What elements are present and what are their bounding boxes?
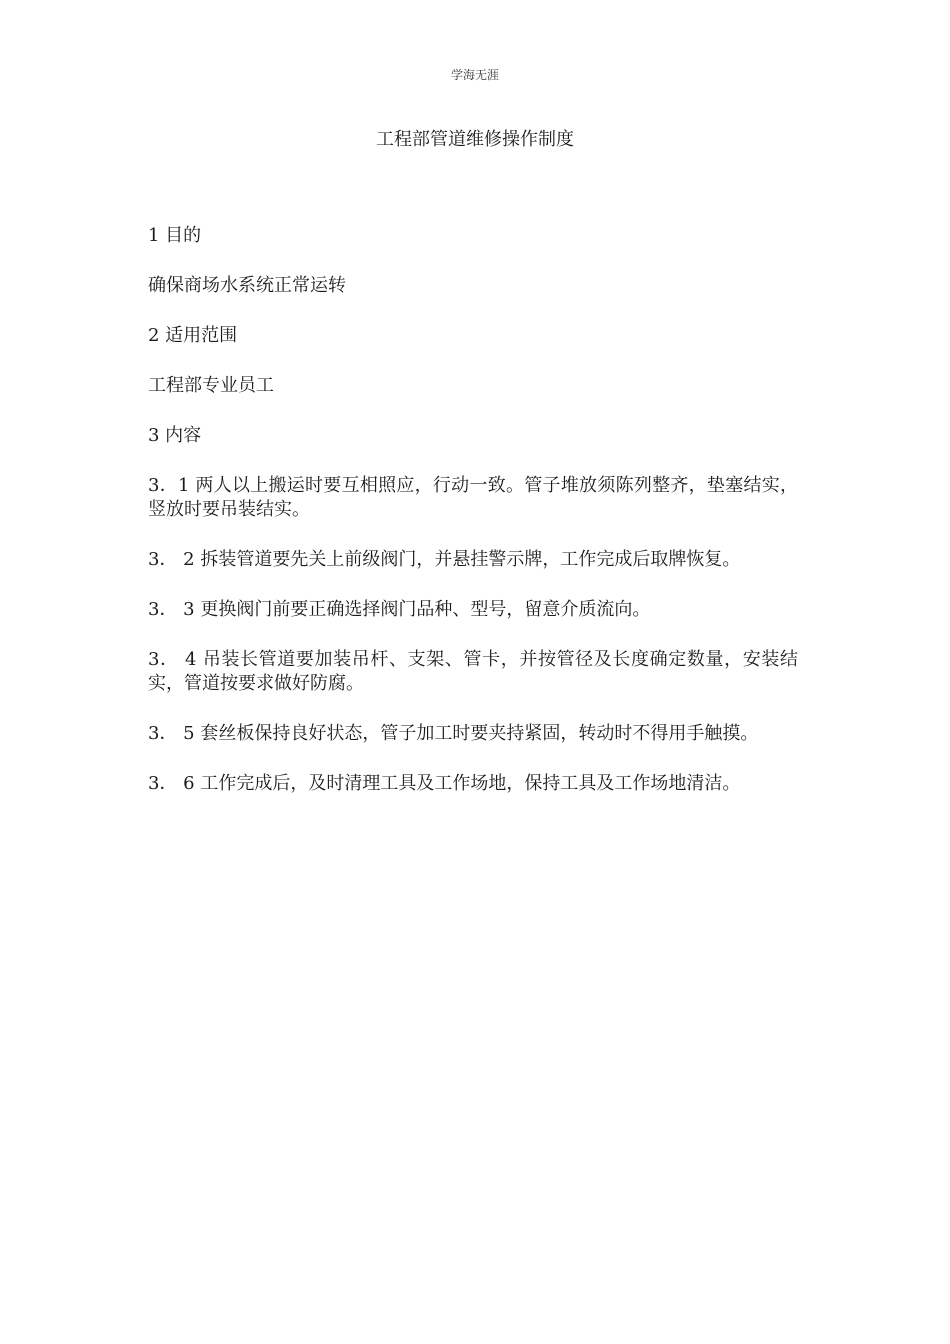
content-item-3-5: 3． 5 套丝板保持良好状态，管子加工时要夹持紧固，转动时不得用手触摸。 [148, 723, 759, 744]
document-body [148, 224, 798, 822]
scope-text: 工程部专业员工 [148, 375, 274, 396]
section-heading-purpose: 1 目的 [148, 225, 202, 246]
content-item-3-6: 3． 6 工作完成后，及时清理工具及工作场地，保持工具及工作场地清洁。 [148, 773, 741, 794]
section-heading-content: 3 内容 [148, 425, 202, 446]
content-item-3-2: 3． 2 拆装管道要先关上前级阀门，并悬挂警示牌，工作完成后取牌恢复。 [148, 549, 741, 570]
page-header: 学海无涯 [450, 68, 499, 82]
content-item-3-1: 3．1 两人以上搬运时要互相照应，行动一致。管子堆放须陈列整齐，垫塞结实，竖放时要吊装结实。 [148, 475, 798, 520]
document-title: 工程部管道维修操作制度 [376, 129, 574, 150]
purpose-text: 确保商场水系统正常运转 [148, 275, 346, 296]
content-item-3-4: 3． 4 吊装长管道要加装吊杆、支架、管卡，并按管径及长度确定数量，安装结实，管道按要求做好防腐。 [148, 649, 798, 694]
content-item-3-3: 3． 3 更换阀门前要正确选择阀门品种、型号，留意介质流向。 [148, 599, 651, 620]
section-heading-scope: 2 适用范围 [148, 325, 238, 346]
